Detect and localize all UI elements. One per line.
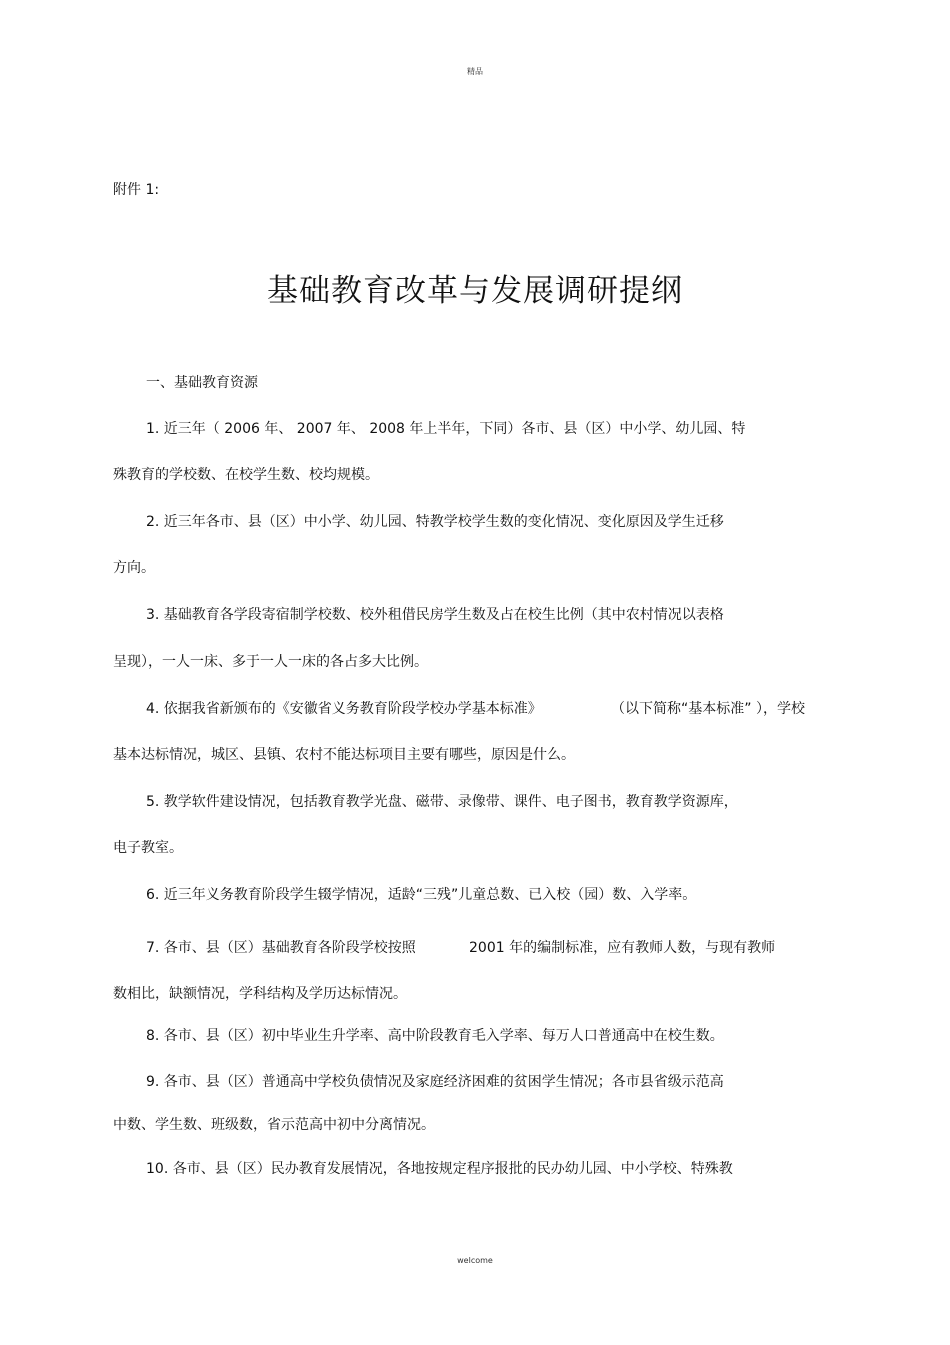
item-2-line-2: 方向。 [113,560,155,576]
section-heading: 一、基础教育资源 [146,375,258,391]
item-3-line-1: 3. 基础教育各学段寄宿制学校数、校外租借民房学生数及占在校生比例（其中农村情况以表格 [146,607,724,623]
item-7-line-1a: 7. 各市、县（区）基础教育各阶段学校按照 [146,940,416,956]
document-title: 基础教育改革与发展调研提纲 [267,273,683,309]
item-5-line-1: 5. 教学软件建设情况，包括教育教学光盘、磁带、录像带、课件、电子图书，教育教学资源库， [146,794,738,810]
page-header: 精品 [467,67,483,76]
item-1-line-1: 1. 近三年（ 2006 年、 2007 年、 2008 年上半年，下同）各市、县（区）中小学、幼儿园、特 [146,421,746,437]
item-9-line-1: 9. 各市、县（区）普通高中学校负债情况及家庭经济困难的贫困学生情况；各市县省级示范高 [146,1074,724,1090]
item-6-line-1: 6. 近三年义务教育阶段学生辍学情况，适龄“三残”儿童总数、已入校（园）数、入学率。 [146,887,697,903]
item-2-line-1: 2. 近三年各市、县（区）中小学、幼儿园、特教学校学生数的变化情况、变化原因及学生迁移 [146,514,724,530]
item-8-line-1: 8. 各市、县（区）初中毕业生升学率、高中阶段教育毛入学率、每万人口普通高中在校生数。 [146,1028,724,1044]
item-9-line-2: 中数、学生数、班级数，省示范高中初中分离情况。 [113,1117,435,1133]
attachment-label: 附件 1: [113,182,160,198]
item-7-line-1b: 2001 年的编制标准，应有教师人数，与现有教师 [469,940,776,956]
item-4-line-1b: （以下简称“基本标准” ），学校 [611,701,805,717]
item-10-line-1: 10. 各市、县（区）民办教育发展情况，各地按规定程序报批的民办幼儿园、中小学校、特殊教 [146,1161,733,1177]
item-5-line-2: 电子教室。 [113,840,183,856]
item-3-line-2: 呈现），一人一床、多于一人一床的各占多大比例。 [113,654,428,670]
item-4-line-2: 基本达标情况，城区、县镇、农村不能达标项目主要有哪些，原因是什么。 [113,747,575,763]
page-footer: welcome [457,1256,493,1265]
item-7-line-2: 数相比，缺额情况，学科结构及学历达标情况。 [113,986,407,1002]
item-1-line-2: 殊教育的学校数、在校学生数、校均规模。 [113,467,379,483]
item-4-line-1a: 4. 依据我省新颁布的《安徽省义务教育阶段学校办学基本标准》 [146,701,542,717]
